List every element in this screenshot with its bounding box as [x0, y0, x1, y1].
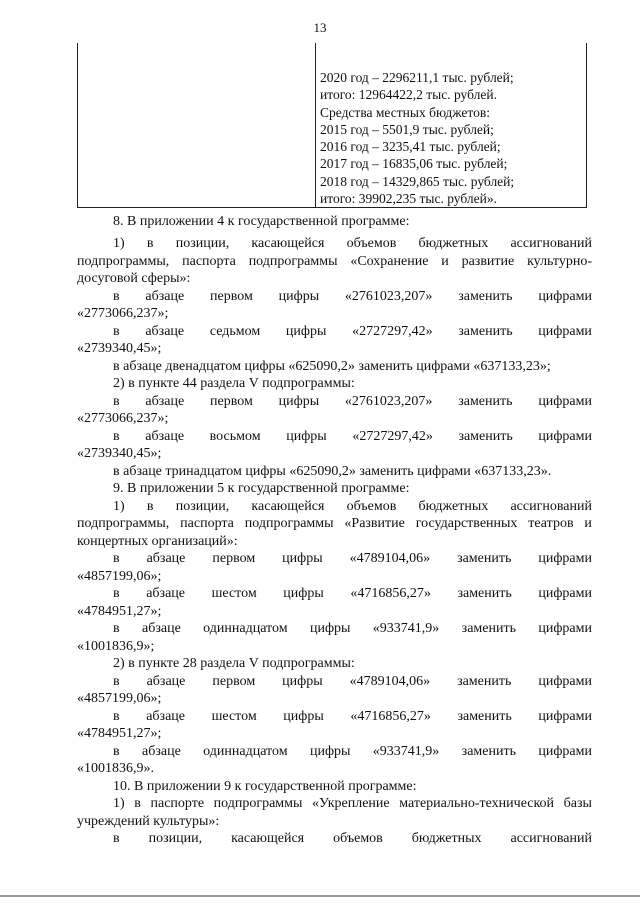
- section-8-title: 8. В приложении 4 к государственной программе:: [113, 214, 410, 229]
- word: объемов: [346, 236, 397, 251]
- word: «Развитие: [344, 516, 405, 531]
- word: бюджетных: [418, 236, 489, 251]
- word: шестом: [211, 586, 257, 601]
- section-8-b-3: в абзаце тринадцатом цифры «625090,2» заменить цифрами «637133,23».: [113, 464, 552, 479]
- section-8-b-1: [113, 393, 592, 410]
- word: «2727297,42»: [352, 324, 433, 339]
- word: цифры: [282, 674, 323, 689]
- word: цифрами: [538, 289, 592, 304]
- section-8-b-1-value: «2773066,237»;: [77, 411, 169, 426]
- word: цифры: [285, 324, 327, 339]
- word: абзаце: [142, 621, 181, 636]
- word: подпрограммы: [248, 254, 338, 269]
- section-10-item-1-line: [113, 795, 592, 812]
- section-9-abz-2: [113, 585, 592, 602]
- word: абзаце: [145, 289, 185, 304]
- table-line: Средства местных бюджетов:: [320, 104, 490, 120]
- section-8-abz-2-value: «2739340,45»;: [77, 341, 162, 356]
- word: базы: [563, 796, 592, 811]
- word: касающейся: [231, 831, 305, 846]
- word: цифрами: [538, 586, 592, 601]
- word: седьмом: [209, 324, 261, 339]
- word: цифрами: [538, 674, 592, 689]
- word: ассигнований: [510, 499, 592, 514]
- word: «4716856,27»: [350, 709, 431, 724]
- section-9-b-1-value: «4857199,06»;: [77, 691, 162, 706]
- word: «933741,9»: [372, 621, 440, 636]
- word: одиннадцатом: [203, 744, 288, 759]
- word: и: [441, 254, 449, 269]
- word: в: [146, 236, 154, 251]
- word: цифры: [282, 551, 323, 566]
- table-line: 2015 год – 5501,9 тыс. рублей;: [320, 121, 494, 137]
- section-8-abz-2: [113, 323, 592, 340]
- word: в: [113, 429, 120, 444]
- word: абзаце: [145, 429, 185, 444]
- section-10-item-1-cont: учреждений культуры»:: [77, 814, 220, 829]
- word: первом: [210, 289, 253, 304]
- word: материально-технической: [399, 796, 555, 811]
- word: позиции,: [175, 499, 230, 514]
- word: объемов: [333, 831, 383, 846]
- section-9-item-1-cont2: концертных организаций»:: [77, 534, 238, 549]
- word: позиции,: [175, 236, 230, 251]
- word: абзаце: [146, 551, 186, 566]
- word: театров: [528, 516, 574, 531]
- word: заменить: [457, 586, 512, 601]
- word: бюджетных: [418, 499, 489, 514]
- section-9-abz-1: [113, 550, 592, 567]
- word: «4789104,06»: [349, 551, 431, 566]
- section-9-abz-3: [113, 620, 592, 637]
- word: «933741,9»: [372, 744, 440, 759]
- word: паспорта: [180, 516, 234, 531]
- page-number: 13: [313, 20, 327, 35]
- word: заменить: [457, 551, 512, 566]
- word: подпрограммы,: [77, 516, 170, 531]
- word: «Укрепление: [312, 796, 390, 811]
- section-9-b-2-value: «4784951,27»;: [77, 726, 162, 741]
- section-8-abz-3: в абзаце двенадцатом цифры «625090,2» заменить цифрами «637133,23»;: [113, 359, 551, 374]
- section-10-abz-1: [113, 830, 592, 847]
- word: «2761023,207»: [344, 394, 433, 409]
- word: развитие: [461, 254, 515, 269]
- word: заменить: [458, 429, 513, 444]
- section-9-abz-2-value: «4784951,27»;: [77, 604, 162, 619]
- funding-table: [77, 43, 587, 208]
- word: в: [113, 289, 120, 304]
- word: государственных: [415, 516, 518, 531]
- word: «2727297,42»: [352, 429, 433, 444]
- section-10-title: 10. В приложении 9 к государственной программе:: [113, 779, 417, 794]
- word: абзаце: [146, 586, 186, 601]
- word: цифрами: [538, 709, 592, 724]
- word: цифрами: [538, 394, 592, 409]
- word: «4789104,06»: [349, 674, 431, 689]
- word: 1): [113, 796, 125, 811]
- word: ассигнований: [510, 236, 592, 251]
- word: в: [134, 796, 141, 811]
- word: цифры: [283, 586, 324, 601]
- word: восьмом: [209, 429, 261, 444]
- section-9-abz-1-value: «4857199,06»;: [77, 569, 162, 584]
- word: заменить: [461, 744, 516, 759]
- word: культурно-: [527, 254, 592, 269]
- word: цифры: [309, 744, 351, 759]
- word: цифры: [278, 394, 320, 409]
- word: в: [113, 621, 120, 636]
- section-8-b-2-value: «2739340,45»;: [77, 446, 162, 461]
- word: цифрами: [538, 429, 592, 444]
- word: первом: [210, 394, 253, 409]
- word: цифрами: [538, 551, 592, 566]
- word: цифры: [309, 621, 351, 636]
- section-9-b-1: [113, 673, 592, 690]
- section-9-title: 9. В приложении 5 к государственной программе:: [113, 481, 410, 496]
- section-9-b-3: [113, 743, 592, 760]
- word: касающейся: [251, 499, 325, 514]
- word: подпрограммы: [213, 796, 303, 811]
- word: шестом: [211, 709, 257, 724]
- table-line: итого: 12964422,2 тыс. рублей.: [320, 87, 497, 103]
- word: заменить: [458, 289, 513, 304]
- word: ассигнований: [510, 831, 592, 846]
- word: в: [113, 551, 120, 566]
- word: в: [113, 324, 120, 339]
- word: заменить: [457, 709, 512, 724]
- word: абзаце: [142, 744, 181, 759]
- word: цифры: [278, 289, 320, 304]
- word: подпрограммы: [244, 516, 334, 531]
- section-8-item-1-line: [113, 235, 592, 252]
- page-bottom-edge: [0, 895, 640, 897]
- word: в: [113, 831, 120, 846]
- word: абзаце: [146, 674, 186, 689]
- section-9-item-1-line: [113, 498, 592, 515]
- word: первом: [212, 674, 256, 689]
- table-right-cell: [320, 69, 585, 207]
- table-line: 2018 год – 14329,865 тыс. рублей;: [320, 173, 515, 189]
- word: в: [113, 674, 120, 689]
- word: цифры: [286, 429, 327, 444]
- word: подпрограммы,: [77, 254, 170, 269]
- word: первом: [212, 551, 256, 566]
- word: в: [113, 394, 120, 409]
- table-line: 2017 год – 16835,06 тыс. рублей;: [320, 156, 508, 172]
- word: заменить: [461, 621, 516, 636]
- table-line: 2020 год – 2296211,1 тыс. рублей;: [320, 70, 514, 85]
- word: «2761023,207»: [344, 289, 433, 304]
- section-8-abz-1-value: «2773066,237»;: [77, 306, 169, 321]
- word: цифры: [283, 709, 324, 724]
- word: 1): [113, 236, 125, 251]
- word: заменить: [458, 324, 513, 339]
- word: и: [584, 516, 592, 531]
- word: позиции,: [148, 831, 203, 846]
- word: в: [146, 499, 154, 514]
- word: заменить: [457, 674, 512, 689]
- section-9-item-2: 2) в пункте 28 раздела V подпрограммы:: [113, 656, 355, 671]
- table-line: 2016 год – 3235,41 тыс. рублей;: [320, 139, 501, 155]
- word: в: [113, 744, 120, 759]
- section-8-item-2: 2) в пункте 44 раздела V подпрограммы:: [113, 376, 355, 391]
- section-9-abz-3-value: «1001836,9»;: [77, 639, 155, 654]
- section-9-item-1-cont: [77, 515, 592, 532]
- table-line: итого: 39902,235 тыс. рублей».: [320, 191, 497, 207]
- section-9-b-2: [113, 708, 592, 725]
- word: цифрами: [538, 324, 592, 339]
- section-9-b-3-value: «1001836,9».: [77, 761, 154, 776]
- word: в: [113, 586, 120, 601]
- section-8-abz-1: [113, 288, 592, 305]
- section-8-item-1-cont2: досуговой сферы»:: [77, 271, 191, 286]
- word: в: [113, 709, 120, 724]
- word: заменить: [458, 394, 513, 409]
- word: объемов: [346, 499, 397, 514]
- section-8-b-2: [113, 428, 592, 445]
- table-left-cell: [78, 43, 316, 207]
- word: паспорте: [150, 796, 205, 811]
- word: «Сохранение: [350, 254, 429, 269]
- word: бюджетных: [411, 831, 482, 846]
- word: абзаце: [145, 324, 185, 339]
- word: цифрами: [538, 744, 592, 759]
- word: абзаце: [145, 394, 185, 409]
- word: касающейся: [251, 236, 325, 251]
- word: одиннадцатом: [203, 621, 288, 636]
- word: абзаце: [146, 709, 186, 724]
- word: паспорта: [182, 254, 236, 269]
- word: «4716856,27»: [350, 586, 431, 601]
- word: 1): [113, 499, 125, 514]
- section-8-item-1-cont: [77, 253, 592, 270]
- word: цифрами: [538, 621, 592, 636]
